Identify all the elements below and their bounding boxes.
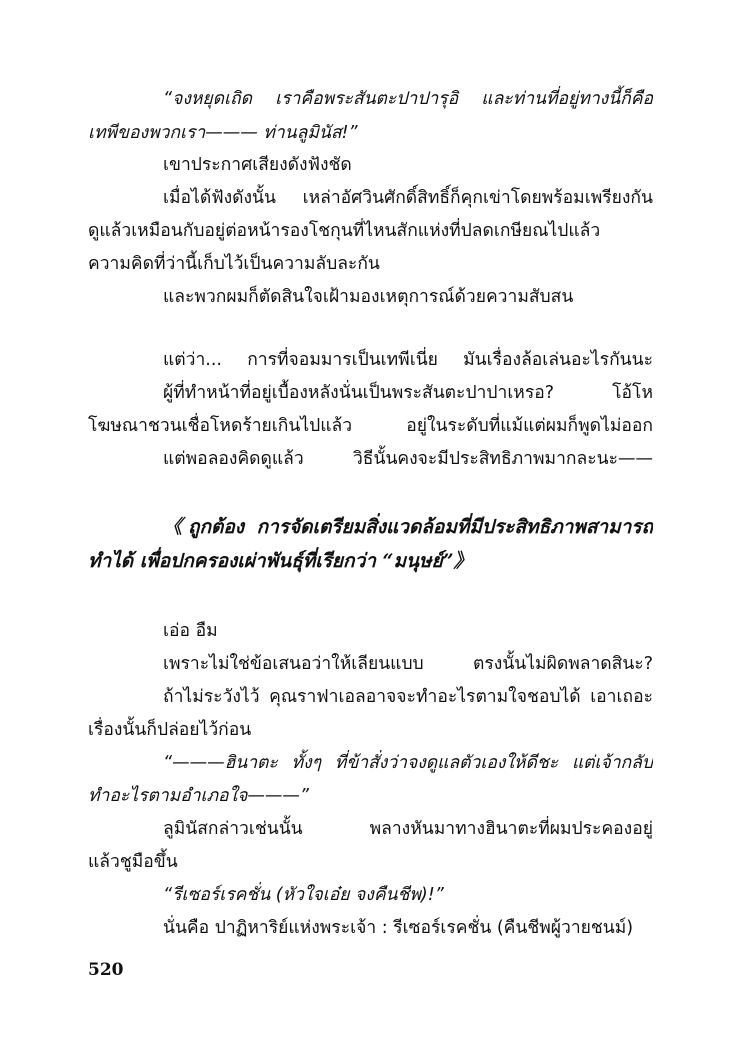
text-line: “———ฮินาตะ ทั้งๆ ที่ข้าสั่งว่าจงดูแลตัวเองให้ดีชะ แต่เจ้ากลับ [163, 753, 653, 773]
text-line: แล้วชูมือขึ้น [88, 852, 178, 872]
page-number: 520 [88, 960, 124, 980]
text-line: แต่พอลองคิดดูแล้ว วิธีนั้นคงจะมีประสิทธิภาพมากละนะ—— [163, 449, 653, 469]
text-line: ความคิดที่ว่านี้เก็บไว้เป็นความลับละกัน [88, 254, 380, 274]
emphasis-line: 《ถูกต้อง การจัดเตรียมสิ่งแวดล้อมที่มีประสิทธิภาพสามารถ [163, 516, 653, 538]
text-line: นั่นคือ ปาฏิหาริย์แห่งพระเจ้า : รีเซอร์เรคชั่น (คืนชีพผู้วายชนม์) [163, 918, 634, 938]
text-line: โฆษณาชวนเชื่อโหดร้ายเกินไปแล้ว อยู่ในระดับที่แม้แต่ผมก็พูดไม่ออก [88, 416, 653, 436]
text-line: เพราะไม่ใช่ข้อเสนอว่าให้เลียนแบบ ตรงนั้นไม่ผิดพลาดสินะ? [163, 654, 653, 674]
text-line: เมื่อได้ฟังดังนั้น เหล่าอัศวินศักดิ์สิทธิ์ก็คุกเข่าโดยพร้อมเพรียงกัน [163, 188, 653, 208]
text-line: ผู้ที่ทำหน้าที่อยู่เบื้องหลังนั่นเป็นพระสันตะปาปาเหรอ? โอ้โห [163, 383, 653, 403]
text-line: ถ้าไม่ระวังไว้ คุณราฟาเอลอาจจะทำอะไรตามใจชอบได้ เอาเถอะ [163, 687, 653, 707]
emphasis-line: ทำได้ เพื่อปกครองเผ่าพันธุ์ที่เรียกว่า “มนุษย์”》 [88, 550, 473, 572]
text-line: เทพีของพวกเรา——— ท่านลูมินัส!” [88, 123, 358, 143]
text-line: แต่ว่า... การที่จอมมารเป็นเทพีเนี่ย มันเรื่องล้อเล่นอะไรกันนะ [163, 350, 653, 370]
text-line: และพวกผมก็ตัดสินใจเฝ้ามองเหตุการณ์ด้วยความสับสน [163, 287, 574, 307]
text-line: “จงหยุดเถิด เราคือพระสันตะปาปารุอิ และท่านที่อยู่ทางนี้ก็คือ [163, 89, 653, 109]
text-line: เอ่อ อืม [163, 621, 218, 641]
text-line: ทำอะไรตามอำเภอใจ———” [88, 786, 309, 806]
text-line: เรื่องนั้นก็ปล่อยไว้ก่อน [88, 720, 252, 740]
text-line: เขาประกาศเสียงดังฟังชัด [163, 155, 352, 175]
text-line: “รีเซอร์เรคชั่น (หัวใจเอ๋ย จงคืนชีพ)!” [163, 885, 444, 905]
text-line: ดูแล้วเหมือนกับอยู่ต่อหน้ารองโชกุนที่ไหนสักแห่งที่ปลดเกษียณไปแล้ว [88, 221, 601, 241]
text-line: ลูมินัสกล่าวเช่นนั้น พลางหันมาทางฮินาตะที่ผมประคองอยู่ [163, 819, 653, 839]
